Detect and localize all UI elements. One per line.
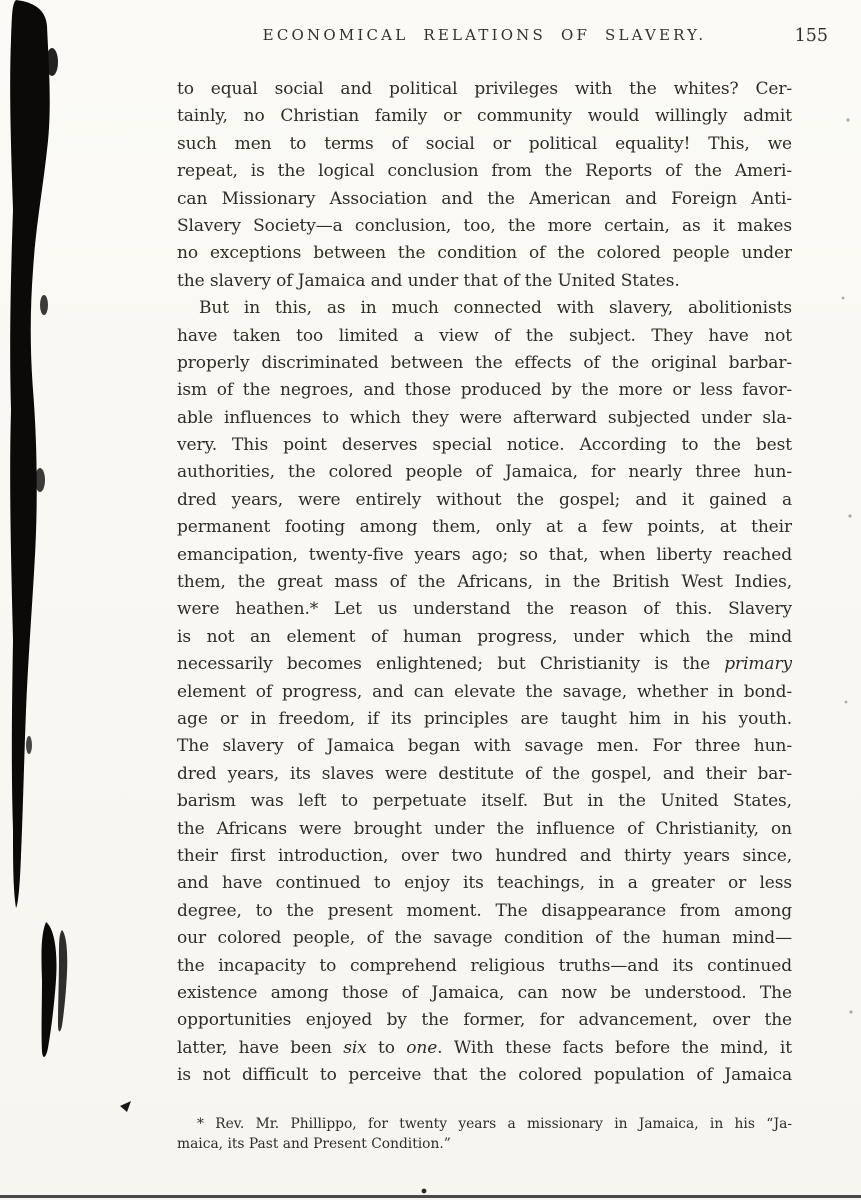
ink-speck: [422, 1189, 427, 1194]
text-line: their first introduction, over two hundred and thirty years since,: [177, 845, 792, 866]
text-line: necessarily becomes enlightened; but Christianity is the primary: [177, 654, 792, 675]
text-line: authorities, the colored people of Jamaica, for nearly three hun-: [177, 462, 792, 483]
ink-spur: [40, 295, 48, 315]
text-line: permanent footing among them, only at a few points, at their: [177, 517, 792, 538]
text-line: them, the great mass of the Africans, in the British West Indies,: [177, 572, 792, 593]
ink-smudge-left: [10, 0, 50, 908]
bottom-scan-edge: [0, 1195, 861, 1198]
ink-streak-lower-1: [41, 922, 56, 1057]
text-line: and have continued to enjoy its teachings, in a greater or less: [177, 873, 792, 894]
text-line: degree, to the present moment. The disappearance from among: [177, 900, 792, 921]
text-line: the incapacity to comprehend religious truths—and its continued: [177, 955, 792, 976]
text-line: emancipation, twenty-five years ago; so that, when liberty reached: [177, 544, 792, 565]
paragraph: [177, 76, 792, 295]
text-line: Slavery Society—a conclusion, too, the more certain, as it makes: [177, 215, 792, 236]
text-line: is not an element of human progress, under which the mind: [177, 626, 792, 647]
text-line: age or in freedom, if its principles are taught him in his youth.: [177, 708, 792, 729]
text-line: very. This point deserves special notice. According to the best: [177, 435, 792, 456]
text-line: to equal social and political privileges with the whites? Cer-: [177, 79, 792, 99]
text-line: can Missionary Association and the American and Foreign Anti-: [177, 188, 792, 209]
page-number: 155: [794, 26, 828, 46]
paragraph: [177, 295, 792, 1089]
text-column: [177, 26, 828, 1154]
ink-spur: [26, 736, 32, 754]
ink-spur: [46, 48, 58, 76]
text-line: no exceptions between the condition of the colored people under: [177, 243, 792, 264]
text-line: ism of the negroes, and those produced by the more or less favor-: [177, 380, 792, 401]
text-line: But in this, as in much connected with slavery, abolitionists: [199, 298, 792, 319]
running-head: ECONOMICAL RELATIONS OF SLAVERY.: [262, 26, 707, 44]
text-line: have taken too limited a view of the subject. They have not: [177, 325, 792, 346]
text-line: dred years, its slaves were destitute of the gospel, and their bar-: [177, 763, 792, 784]
ink-speck: [120, 1101, 131, 1112]
body-text: [177, 76, 792, 1089]
footnote: [177, 1115, 792, 1154]
text-line: such men to terms of social or political equality! This, we: [177, 133, 792, 154]
footnote-line: * Rev. Mr. Phillippo, for twenty years a missionary in Jamaica, in his “Ja-: [197, 1116, 792, 1133]
scan-speck: [846, 118, 849, 121]
text-line: tainly, no Christian family or community would willingly admit: [177, 106, 792, 127]
text-line: opportunities enjoyed by the former, for advancement, over the: [177, 1010, 792, 1031]
text-line: latter, have been six to one. With these facts before the mind, it: [177, 1037, 792, 1058]
scan-speck: [849, 1010, 852, 1013]
ink-spur: [35, 468, 45, 492]
text-line: barism was left to perpetuate itself. But in the United States,: [177, 791, 792, 812]
scan-speck: [848, 514, 851, 517]
text-line: the slavery of Jamaica and under that of the United States.: [177, 270, 680, 291]
scan-speck: [845, 701, 848, 704]
text-line: existence among those of Jamaica, can now be understood. The: [177, 982, 792, 1003]
text-line: properly discriminated between the effects of the original barbar-: [177, 352, 792, 373]
text-line: The slavery of Jamaica began with savage men. For three hun-: [177, 736, 792, 757]
text-line: element of progress, and can elevate the savage, whether in bond-: [177, 681, 792, 702]
text-line: able influences to which they were afterward subjected under sla-: [177, 407, 792, 428]
scan-speck: [842, 297, 845, 300]
text-line: repeat, is the logical conclusion from the Reports of the Ameri-: [177, 161, 792, 182]
page-header: [177, 26, 828, 52]
footnote-line: maica, its Past and Present Condition.”: [177, 1135, 451, 1152]
text-line: the Africans were brought under the influence of Christianity, on: [177, 818, 792, 839]
ink-streak-lower-2: [58, 930, 67, 1031]
text-line: dred years, were entirely without the gospel; and it gained a: [177, 489, 792, 510]
text-line: were heathen.* Let us understand the reason of this. Slavery: [177, 599, 792, 620]
text-line: our colored people, of the savage condition of the human mind—: [177, 928, 792, 949]
text-line: is not difficult to perceive that the colored population of Jamaica: [177, 1065, 792, 1086]
